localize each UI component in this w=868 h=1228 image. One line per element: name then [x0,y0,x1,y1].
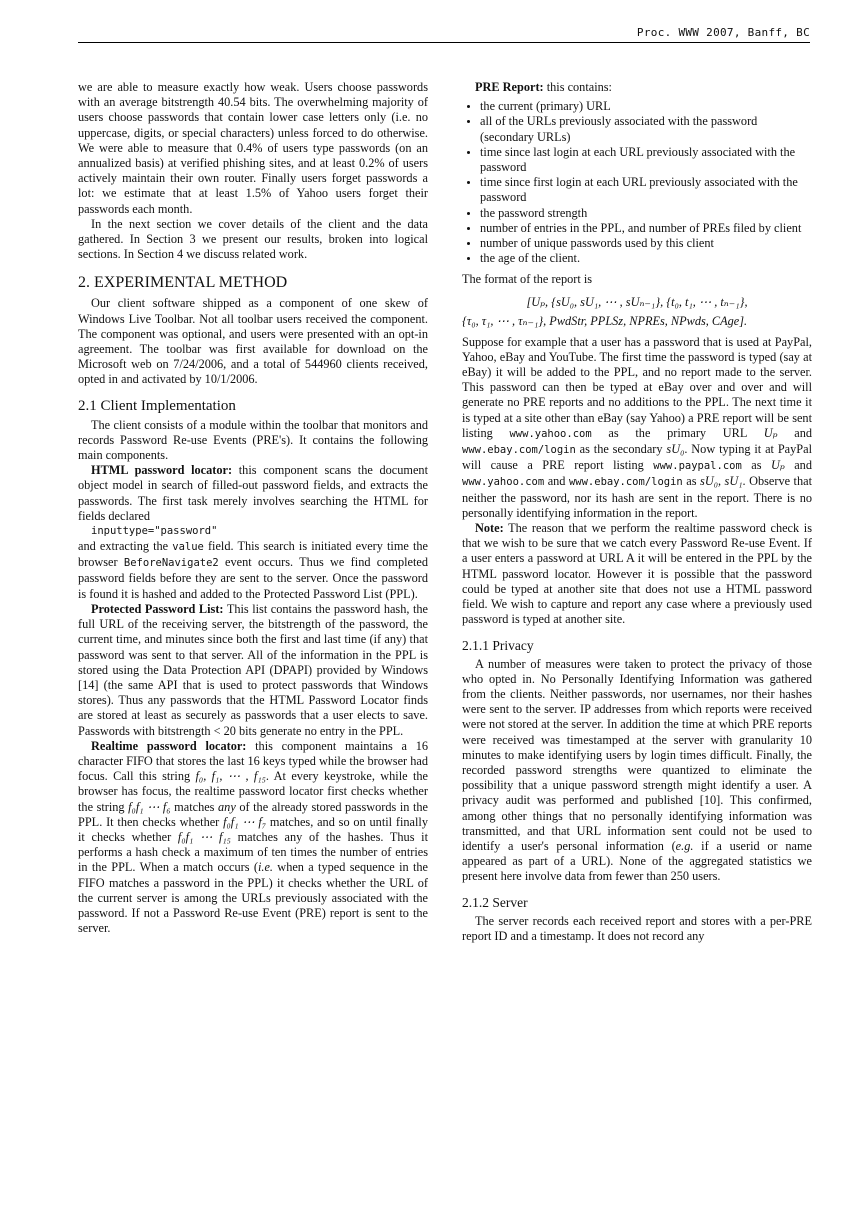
code-input-type: inputtype="password" [91,525,218,538]
list-item: • the current (primary) URL [480,99,812,114]
report-format-formula-line-1: [Uₚ, {sU₀, sU₁, ⋯ , sUₙ₋₁}, {t₀, t₁, ⋯ , tₙ₋₁}, [526,294,748,309]
list-item: • the age of the client. [480,251,812,266]
paragraph-ppl: Protected Password List: This list contains the password hash, the full URL of the receiving server, the bitstrength of the password, the current time, and minutes since both the first and last time (if any) that password was sent to that server. All of the information in the PPL is stored using the Data Protection API (DPAPI) provided by Windows [14] (the same API that is used to protect passwords that Windows stores). Thus any passwords that the HTML Password Locator finds are stored at least as securely as passwords that a user elects to save. Passwords with bitstrength < 20 bits generate no entry in the PPL. [78,601,428,738]
running-head-text: Proc. WWW 2007, Banff, BC [636,26,810,39]
paragraph-example: Suppose for example that a user has a password that is used at PayPal, Yahoo, eBay and YouTube. The first time the password is typed (say at eBay) it will be added to the PPL, and no report made to the server. This password can then be typed at eBay over and over and will generate no PRE reports and no additions to the PPL. The next time it is typed at a site other than eBay (say Yahoo) a PRE report will be sent listing www.yahoo.com as the primary URL Uₚ and www.ebay.com/login as the secondary sU₀. Now typing it at PayPal will cause a PRE report listing www.paypal.com as Uₚ and www.yahoo.com and www.ebay.com/login as sU₀, sU₁. Observe that neither the password, nor its hash are sent in the report. There is no personally identifying information in the report. [462,334,813,520]
section-2-1-1-heading: 2.1.1 Privacy [462,637,534,653]
paragraph-note: Note: The reason that we perform the realtime password check is that we wish to be sure that we catch every Password Re-use Event. If a user enters a password at URL A it will be entered in the PPL by the HTML password locator. However it is possible that the password could be typed at another site that does not use a HTML password field. We wish to capture and report any case where a previously used password is typed at another site. [462,521,812,627]
running-header [78,22,810,43]
right-column [462,80,812,944]
format-intro: The format of the report is [462,272,593,287]
paragraph-html-locator: HTML password locator: this component scans the document object model in search of filled-out password fields, and extracts the passwords. The first task merely involves searching the HTML for fields declared [78,463,428,523]
paragraph-client: The client consists of a module within the toolbar that monitors and records Password Re-use Events (PRE's). It contains the following main components. [78,417,428,463]
paragraph-method: Our client software shipped as a component of one skew of Windows Live Toolbar. Not all toolbar users received the component. The component was optional, and users were presented with an opt-in agreement. The toolbar was first available for download on the Microsoft web on 7/24/2006, and a total of 544960 clients received, opted in and activated by 10/1/2006. [78,296,428,387]
list-item: • time since last login at each URL previously associated with the password [480,145,812,175]
list-item: • the password strength [480,206,812,221]
paragraph-server: The server records each received report and stores with a per-PRE report ID and a timestamp. It does not record any [462,913,812,943]
list-item: • number of unique passwords used by this client [480,236,812,251]
section-2-1-heading: 2.1 Client Implementation [78,397,236,414]
left-column [78,80,428,936]
list-item: • all of the URLs previously associated with the password (secondary URLs) [480,114,812,144]
list-item: • time since first login at each URL previously associated with the password [480,175,812,205]
paragraph-value-field: and extracting the value field. This search is initiated every time the browser BeforeNavigate2 event occurs. Thus we find completed password fields before they are sent to the server. Once the password is found it is hashed and added to the Protected Password List (PPL). [78,539,428,601]
pre-report-list [462,99,812,266]
paragraph-privacy: A number of measures were taken to protect the privacy of those who opted in. No Personally Identifying Information was gathered from the clients. Neither passwords, nor usernames, nor their hashes were sent to the server. IP addresses from which reports were received were not stored at the server. In addition the time at which PRE reports were received was timestamped at the server with granularity 10 minutes to make identifying users by login times difficult. Finally, the recorded password strengths were quantized to eliminate the possibility that a unique password strength might identify a user. A privacy audit was performed and published [10]. This confirmed, among other things that no personally identifying information was transmitted, and that URL information sent could not be used to identify a user's personal information (e.g. if a userid or name appeared as part of a URL). None of the aggregated statistics we present here involve data from fewer than 250 users. [462,656,812,884]
paragraph-intro-continued: we are able to measure exactly how weak. Users choose passwords with an average bitstrength 40.54 bits. The overwhelming majority of users choose passwords that contain lower case letters only (i.e. no uppercase, digits, or special characters) unless forced to do otherwise. We were able to measure that 0.4% of users type passwords (on an annualized basis) at verified phishing sites, and at least 0.2% of users actively maintain their own router. Finally users forget passwords a lot: we estimate that at least 1.5% of Yahoo users forget their passwords each month. [78,80,428,216]
paragraph-realtime-locator: Realtime password locator: this component maintains a 16 character FIFO that stores the last 16 keys typed while the browser had focus. Call this string f₀, f₁, ⋯ , f₁₅. At every keystroke, while the browser has focus, the realtime password locator first checks whether the string f₀f₁ ⋯ f₆ matches any of the already stored passwords in the PPL. It then checks whether f₀f₁ ⋯ f₇ matches, and so on until finally it checks whether f₀f₁ ⋯ f₁₅ matches any of the hashes. Thus it performs a hash check a maximum of ten times the number of entries in the PPL. When a match occurs (i.e. when a typed sequence in the FIFO matches a password in the PPL) it checks whether the URL of the current server is among the URLs previously associated with the password. If not a Password Re-use Event (PRE) report is sent to the server. [78,738,428,936]
paragraph-outline: In the next section we cover details of the client and the data gathered. In Section 3 we present our results, broken into logical sections. In Section 4 we discuss related work. [78,216,428,262]
section-2-1-2-heading: 2.1.2 Server [462,894,528,910]
report-format-formula-line-2: {τ₀, τ₁, ⋯ , τₙ₋₁}, PwdStr, PPLSz, NPREs, NPwds, CAge]. [462,313,748,328]
paragraph-pre-report: PRE Report: this contains: [475,80,612,94]
list-item: • number of entries in the PPL, and number of PREs filed by client [480,221,812,236]
section-2-heading: 2. EXPERIMENTAL METHOD [78,274,288,292]
